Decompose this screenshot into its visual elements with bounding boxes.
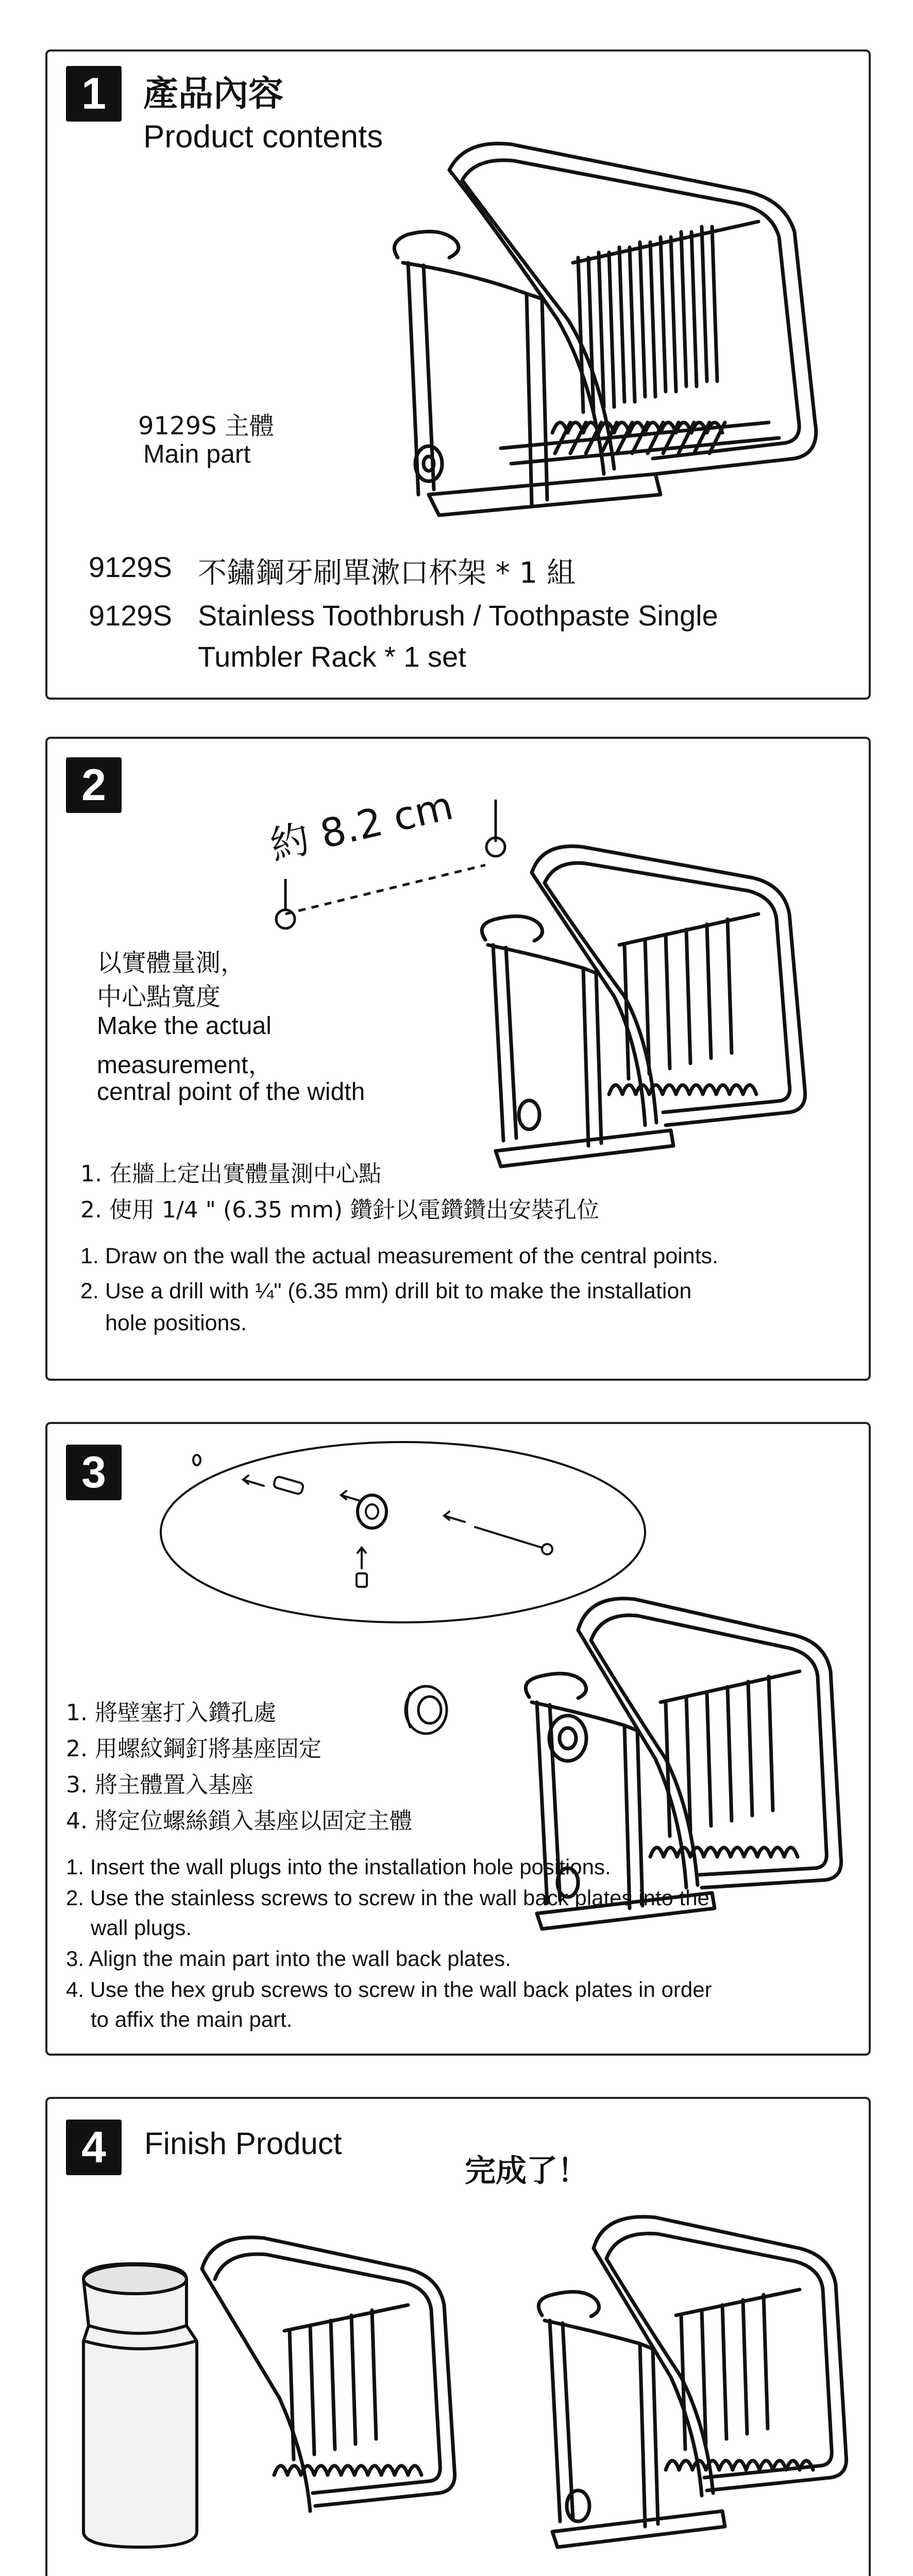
list-number: 1. [80, 1244, 99, 1268]
finish-product-title: Finish Product [144, 2126, 342, 2161]
step3-zh-item2 [66, 1730, 322, 1763]
list-text: Use the hex grub screws to screw in the wall back plates in order [90, 1977, 712, 2002]
list-number: 4. [66, 1977, 84, 2002]
step4-panel [45, 2097, 871, 2576]
list-text: Align the main part into the wall back plates. [89, 1946, 511, 1971]
step2-en-item2 [80, 1279, 691, 1304]
tumbler-cup [83, 2264, 197, 2547]
finished-product-illustrations [47, 2099, 873, 2576]
step3-en-item1 [66, 1855, 611, 1879]
step2-zh-item1 [80, 1155, 381, 1188]
step3-zh-item4 [66, 1802, 412, 1835]
finished-label-zh: 完成了！ [465, 2153, 588, 2189]
rack-with-tumbler-illustration [202, 2238, 455, 2511]
list-text: 在牆上定出實體量測中心點 [109, 1161, 381, 1187]
main-part-label-en: Main part [143, 439, 251, 468]
list-text: 使用 1/4 " (6.35 mm) 鑽針以電鑽鑽出安裝孔位 [109, 1197, 599, 1223]
measure-note-zh-line1: 以實體量測， [97, 948, 246, 977]
step1-title-zh: 產品內容 [143, 74, 284, 114]
step3-en-item2 [66, 1886, 709, 1910]
step2-number-badge: 2 [66, 757, 122, 813]
step3-en-item3 [66, 1946, 511, 1971]
product-description-en-line1: Stainless Toothbrush / Toothpaste Single [198, 599, 718, 632]
step3-zh-item1 [66, 1694, 276, 1727]
list-number: 2. [66, 1736, 88, 1762]
list-number: 1. [66, 1700, 88, 1726]
list-number: 2. [80, 1279, 99, 1303]
list-number: 4. [66, 1808, 88, 1834]
measure-note-en-line2: measurement， [97, 1052, 273, 1079]
list-number: 3. [66, 1946, 84, 1971]
list-number: 3. [66, 1772, 88, 1798]
list-text: Use the stainless screws to screw in the wall back plates into the [90, 1886, 709, 1910]
main-part-label-zh: 9129S 主體 [138, 412, 274, 440]
step2-zh-item2 [80, 1191, 599, 1224]
step2-en-item1 [80, 1244, 718, 1269]
step3-en-item4-line2: to affix the main part. [91, 2007, 293, 2031]
step4-number-badge: 4 [66, 2120, 122, 2175]
closing-message-zh-line1 [89, 2573, 705, 2576]
step2-panel [45, 737, 871, 1381]
step2-en-item2-line2: hole positions. [105, 1311, 247, 1335]
product-code-zh: 9129S [89, 551, 172, 583]
measure-note-zh-line2: 中心點寬度 [97, 982, 221, 1011]
step3-en-item2-line2: wall plugs. [91, 1916, 192, 1940]
measure-width-label: 約 8.2 cm [265, 782, 458, 869]
rack-measure-illustration [482, 846, 805, 1166]
step1-title-en: Product contents [143, 119, 383, 155]
step1-number-badge: 1 [66, 66, 122, 122]
list-number: 1. [80, 1161, 102, 1187]
list-text: Insert the wall plugs into the installation hole positions. [90, 1855, 611, 1879]
step3-number-badge: 3 [66, 1445, 122, 1500]
list-number: 2. [80, 1197, 102, 1223]
list-text: 用螺紋鋼釘將基座固定 [94, 1736, 322, 1762]
list-number: 1. [66, 1855, 84, 1879]
measure-note-en-line1: Make the actual [97, 1012, 272, 1040]
product-description-en-line2: Tumbler Rack * 1 set [198, 640, 466, 673]
product-description-zh: 不鏽鋼牙刷單漱口杯架 * 1 組 [198, 556, 576, 590]
list-text: 將定位螺絲鎖入基座以固定主體 [94, 1808, 412, 1834]
rack-finished-illustration [538, 2217, 846, 2547]
list-number: 2. [66, 1886, 84, 1910]
step3-zh-item3 [66, 1766, 253, 1799]
step3-en-item4 [66, 1977, 712, 2002]
step3-panel [45, 1422, 871, 2056]
measure-note-en-line3: central point of the width [97, 1078, 365, 1106]
product-code-en: 9129S [89, 599, 172, 632]
list-text: Draw on the wall the actual measurement of the central points. [105, 1244, 719, 1268]
list-text: Use a drill with ¼" (6.35 mm) drill bit to make the installation [105, 1279, 692, 1303]
step1-panel [45, 49, 871, 700]
list-text: 將壁塞打入鑽孔處 [94, 1700, 276, 1726]
list-text: 將主體置入基座 [94, 1772, 253, 1798]
